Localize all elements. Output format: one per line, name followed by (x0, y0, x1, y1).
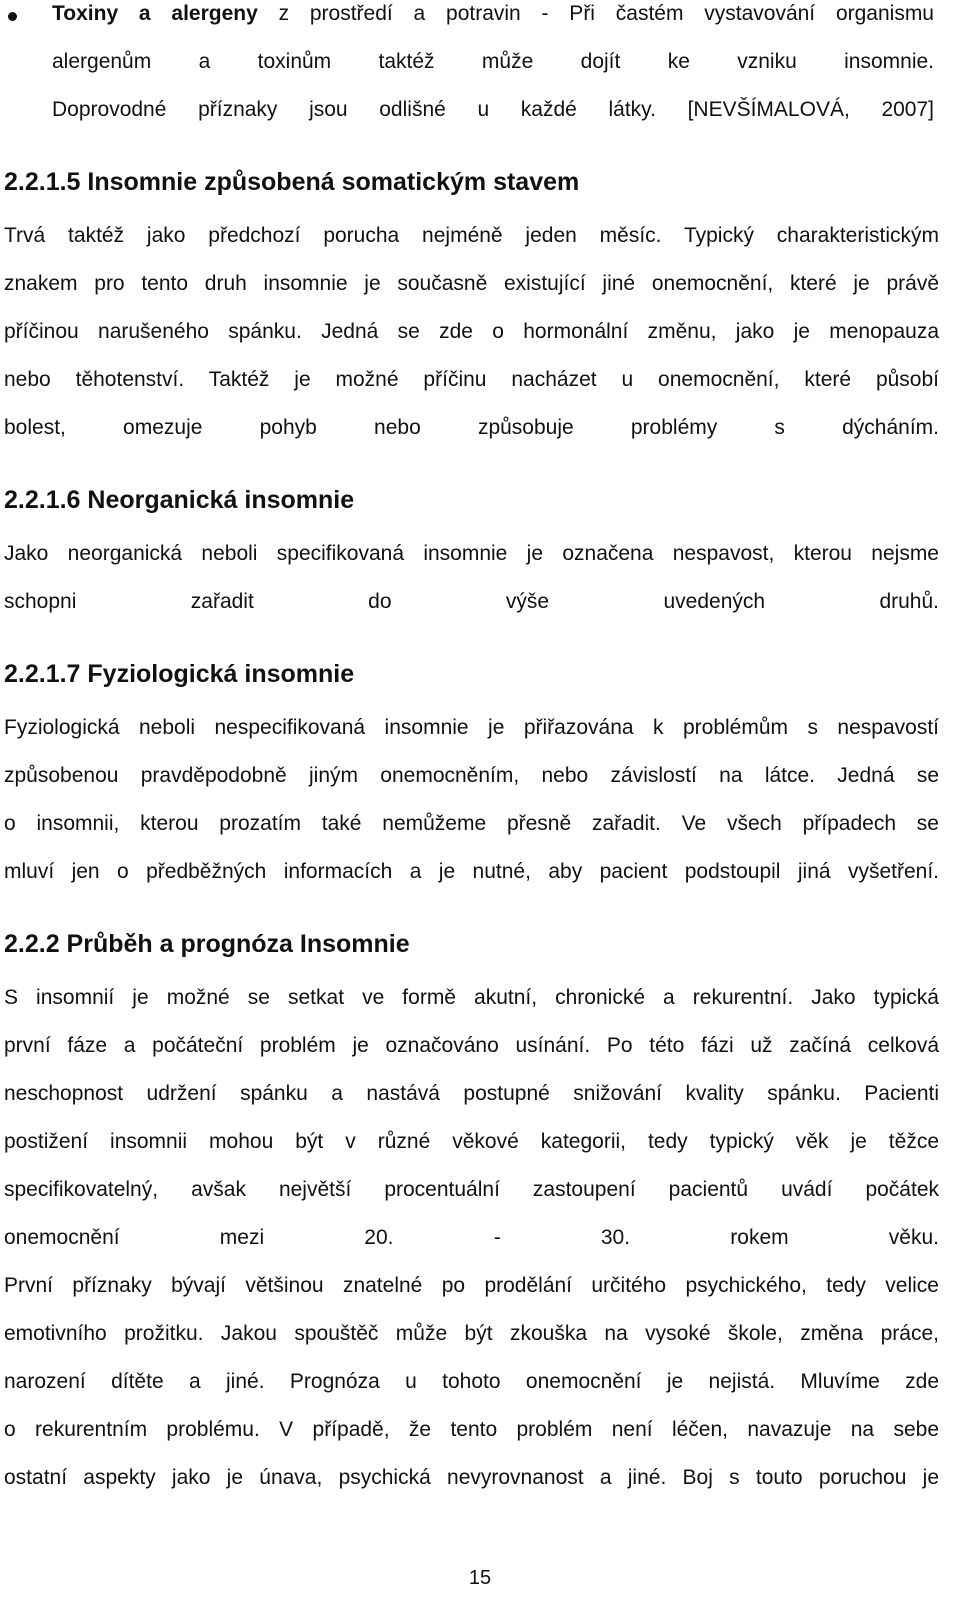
paragraph-line: specifikovatelný, avšak největší procentuální zastoupení pacientů uvádí počátek (4, 1178, 939, 1201)
paragraph-line: S insomnií je možné se setkat ve formě akutní, chronické a rekurentní. Jako typická (4, 986, 939, 1009)
bullet-line: z prostředí a potravin - Při častém vystavování organismu (257, 2, 934, 25)
section-heading-2-2-1-6: 2.2.1.6 Neorganická insomnie (4, 486, 355, 514)
section-paragraph (4, 974, 939, 1502)
page-number: 15 (468, 1567, 492, 1589)
paragraph-line: znakem pro tento druh insomnie je současně existující jiné onemocnění, které je právě (4, 272, 939, 295)
section-paragraph (4, 212, 939, 452)
paragraph-line: onemocnění mezi 20. - 30. rokem věku. (4, 1226, 939, 1249)
paragraph-line: příčinou narušeného spánku. Jedná se zde o hormonální změnu, jako je menopauza (4, 320, 939, 343)
paragraph-line: Jako neorganická neboli specifikovaná insomnie je označena nespavost, kterou nejsme (4, 542, 939, 565)
section-heading-2-2-1-7: 2.2.1.7 Fyziologická insomnie (4, 660, 355, 688)
paragraph-line: narození dítěte a jiné. Prognóza u tohoto onemocnění je nejistá. Mluvíme zde (4, 1370, 939, 1393)
bullet-line: alergenům a toxinům taktéž může dojít ke vzniku insomnie. (52, 50, 934, 73)
section-paragraph (4, 704, 939, 896)
paragraph-line: emotivního prožitku. Jakou spouštěč může být zkouška na vysoké škole, změna práce, (4, 1322, 939, 1345)
paragraph-line: neschopnost udržení spánku a nastává postupné snižování kvality spánku. Pacienti (4, 1082, 939, 1105)
paragraph-line: způsobenou pravděpodobně jiným onemocněním, nebo závislostí na látce. Jedná se (4, 764, 939, 787)
bullet-term: Toxiny a alergeny (52, 2, 258, 25)
paragraph-line: první fáze a počáteční problém je označováno usínání. Po této fázi už začíná celková (4, 1034, 939, 1057)
paragraph-line: Trvá taktéž jako předchozí porucha nejméně jeden měsíc. Typický charakteristickým (4, 224, 939, 247)
paragraph-line: Fyziologická neboli nespecifikovaná insomnie je přiřazována k problémům s nespavostí (4, 716, 939, 739)
paragraph-line: postižení insomnii mohou být v různé věkové kategorii, tedy typický věk je těžce (4, 1130, 939, 1153)
section-heading-2-2-1-5: 2.2.1.5 Insomnie způsobená somatickým stavem (4, 168, 580, 196)
paragraph-line: ostatní aspekty jako je únava, psychická nevyrovnanost a jiné. Boj s touto poruchou je (4, 1466, 939, 1489)
paragraph-line: bolest, omezuje pohyb nebo způsobuje problémy s dýcháním. (4, 416, 939, 439)
paragraph-line: o rekurentním problému. V případě, že tento problém není léčen, navazuje na sebe (4, 1418, 939, 1441)
paragraph-line: mluví jen o předběžných informacích a je nutné, aby pacient podstoupil jiná vyšetření. (4, 860, 939, 883)
bullet-text (52, 0, 934, 134)
bullet-dot-icon (8, 12, 17, 21)
paragraph-line: o insomnii, kterou prozatím také nemůžeme přesně zařadit. Ve všech případech se (4, 812, 939, 835)
section-paragraph (4, 530, 939, 626)
bullet-line: Doprovodné příznaky jsou odlišné u každé látky. [NEVŠÍMALOVÁ, 2007] (52, 98, 934, 121)
paragraph-line: První příznaky bývají většinou znatelné po prodělání určitého psychického, tedy velice (4, 1274, 939, 1297)
section-heading-2-2-2: 2.2.2 Průběh a prognóza Insomnie (4, 930, 410, 958)
paragraph-line: nebo těhotenství. Taktéž je možné příčinu nacházet u onemocnění, které působí (4, 368, 939, 391)
paragraph-line: schopni zařadit do výše uvedených druhů. (4, 590, 939, 613)
